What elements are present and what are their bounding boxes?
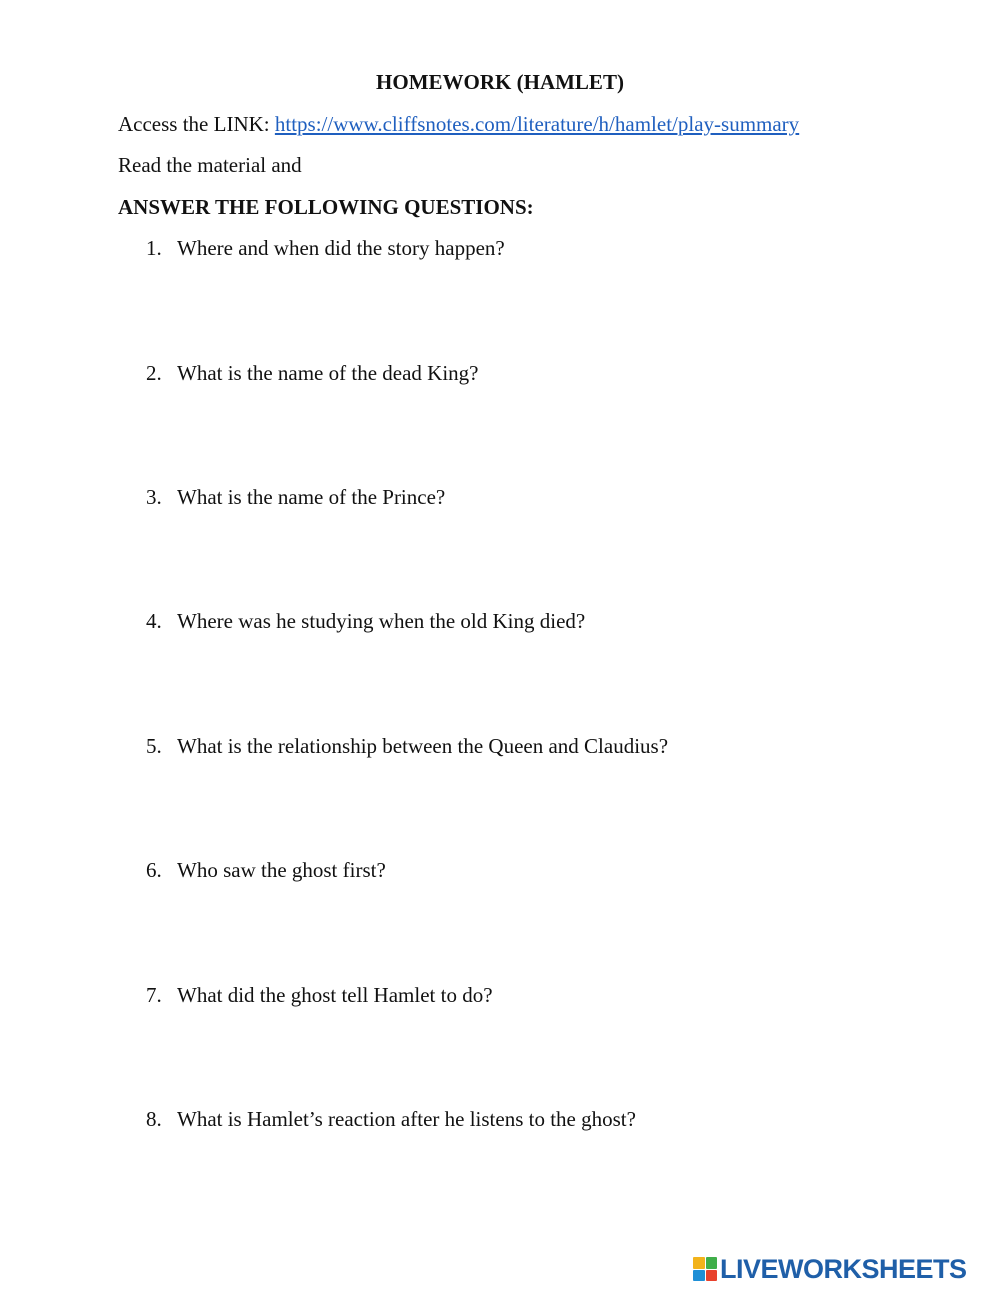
question-number: 3. xyxy=(146,485,162,509)
logo-square-icon xyxy=(693,1257,705,1269)
liveworksheets-logo xyxy=(693,1254,967,1284)
question-text: What is the relationship between the Queen and Claudius? xyxy=(177,734,669,758)
question-text: Where and when did the story happen? xyxy=(177,236,505,260)
question-item xyxy=(146,609,585,634)
logo-text: LIVEWORKSHEETS xyxy=(720,1254,967,1284)
question-item xyxy=(146,983,493,1008)
question-text: What is the name of the Prince? xyxy=(177,485,446,509)
access-label: Access the LINK: xyxy=(118,112,275,136)
question-item xyxy=(146,734,668,759)
question-item xyxy=(146,361,478,386)
question-item xyxy=(146,1107,636,1132)
question-number: 4. xyxy=(146,609,162,633)
question-number: 5. xyxy=(146,734,162,758)
instruction-text: Read the material and xyxy=(118,153,302,177)
question-item xyxy=(146,485,445,510)
question-item xyxy=(146,858,386,883)
question-text: Where was he studying when the old King died? xyxy=(177,609,586,633)
page-title: HOMEWORK (HAMLET) xyxy=(376,70,624,94)
question-number: 7. xyxy=(146,983,162,1007)
logo-square-icon xyxy=(706,1270,718,1282)
question-number: 6. xyxy=(146,858,162,882)
questions-heading: ANSWER THE FOLLOWING QUESTIONS: xyxy=(118,195,534,219)
question-text: What did the ghost tell Hamlet to do? xyxy=(177,983,493,1007)
logo-square-icon xyxy=(693,1270,705,1282)
access-line xyxy=(118,112,799,137)
question-item xyxy=(146,236,505,261)
question-number: 8. xyxy=(146,1107,162,1131)
logo-mark-icon xyxy=(693,1257,717,1281)
question-text: What is the name of the dead King? xyxy=(177,361,479,385)
cliffsnotes-link[interactable]: https://www.cliffsnotes.com/literature/h/hamlet/play-summary xyxy=(274,112,800,136)
logo-square-icon xyxy=(706,1257,718,1269)
question-text: What is Hamlet’s reaction after he listens to the ghost? xyxy=(177,1107,636,1131)
question-text: Who saw the ghost first? xyxy=(177,858,386,882)
question-number: 2. xyxy=(146,361,162,385)
question-number: 1. xyxy=(146,236,162,260)
